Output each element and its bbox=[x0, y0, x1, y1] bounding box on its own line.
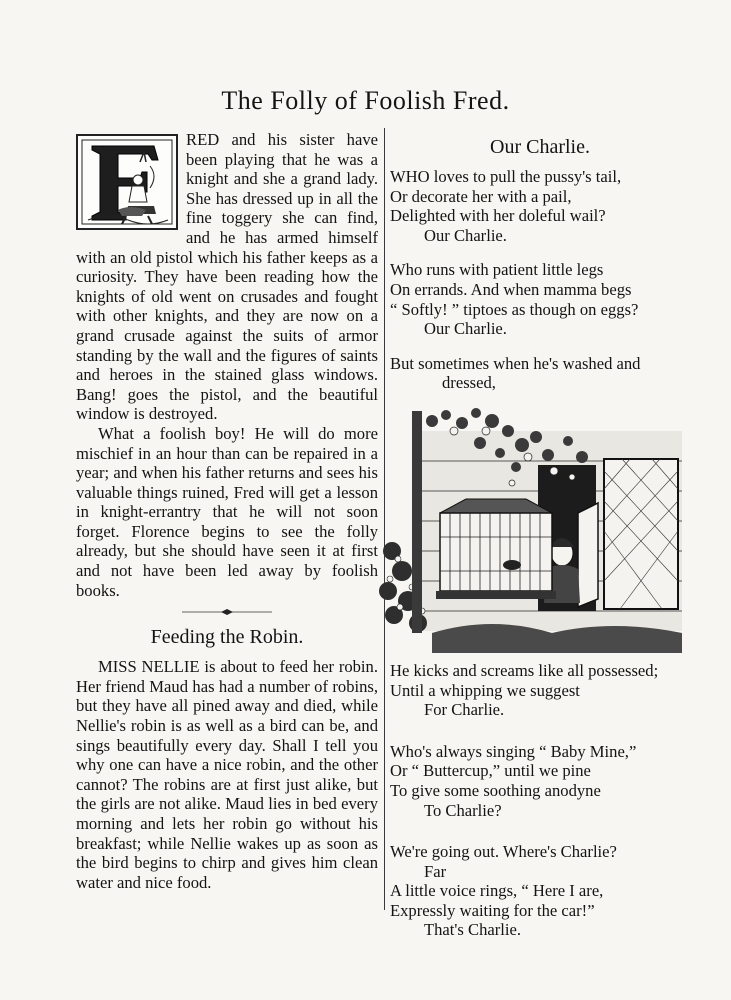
poem-line: A little voice rings, “ Here I are, bbox=[390, 881, 604, 901]
robin-paragraph bbox=[76, 657, 378, 892]
story-paragraph-1: RED and his sister have been playing that he was a knight and she a grand lady. She has dressed up in all the fine toggery she can find, and he has armed himself with an old pistol which his father keeps as a curiosity. They have been reading how the knights of old went on crusades and fought with other knights, and they are now on a grand crusade against the suits of armor standing by the wall and the figures of saints and heroes in the stained glass windows. Bang! goes the pistol, and the beautiful window is destroyed. bbox=[76, 130, 378, 424]
poem-refrain: That's Charlie. bbox=[424, 920, 521, 940]
poem-line: We're going out. Where's Charlie? bbox=[390, 842, 617, 862]
poem-line: Who's always singing “ Baby Mine,” bbox=[390, 741, 637, 761]
robin-lead-text: MISS NELLIE bbox=[98, 657, 200, 677]
poem-line: “ Softly! ” tiptoes as though on eggs? bbox=[390, 299, 639, 319]
poem-line: Delighted with her doleful wail? bbox=[390, 206, 606, 226]
left-column bbox=[76, 130, 378, 892]
window-birdcage-illustration bbox=[372, 401, 690, 653]
poem-line: dressed, bbox=[442, 373, 496, 393]
robin-body-text: is about to feed her robin. Her friend Maud has had a number of robins, but they have all pined away and died, while Nellie's robin is as well as a bird can be, and sings beautifully every day. Shall I tell you why one can have a nice robin, and the other cannot? The robins are at first just alike, but the girls are not alike. Maud lies in bed every morning and lets her robin go without his breakfast; while Nellie wakes up as soon as the bird begins to chirp and gives him clean water and nice food. bbox=[76, 657, 378, 892]
poem-line: Or decorate her with a pail, bbox=[390, 186, 572, 206]
poem-refrain: To Charlie? bbox=[424, 800, 502, 820]
poem-line: Expressly waiting for the car!” bbox=[390, 900, 595, 920]
poem-line: Far bbox=[424, 861, 447, 881]
poem-line: To give some soothing anodyne bbox=[390, 780, 601, 800]
poem-refrain: Our Charlie. bbox=[424, 225, 507, 245]
poem-stanza-2 bbox=[390, 260, 690, 338]
poem-stanza-5 bbox=[390, 742, 690, 820]
ornamental-divider bbox=[182, 608, 272, 616]
poem-line: Or “ Buttercup,” until we pine bbox=[390, 761, 591, 781]
poem-line: Until a whipping we suggest bbox=[390, 680, 580, 700]
poem-line: WHO loves to pull the pussy's tail, bbox=[390, 167, 622, 186]
story-paragraph-2: What a foolish boy! He will do more mischief in an hour than can be repaired in a year; and when his father returns and sees his valuable things ruined, Fred will get a lesson in knight-errantry that he will not soon forget. Florence begins to see the folly already, but she should have seen it at first and not have been led away by foolish books. bbox=[76, 423, 378, 600]
poem-line: On errands. And when mamma begs bbox=[390, 279, 632, 299]
poem-stanza-4 bbox=[390, 661, 690, 720]
page-title: The Folly of Foolish Fred. bbox=[221, 86, 510, 115]
poem-line: Who runs with patient little legs bbox=[390, 260, 604, 280]
poem-stanza-3 bbox=[390, 354, 690, 393]
illuminated-dropcap-f bbox=[76, 134, 178, 230]
child-at-window-with-birdcage-icon bbox=[372, 401, 690, 653]
our-charlie-heading: Our Charlie. bbox=[490, 136, 590, 158]
poem-line: But sometimes when he's washed and bbox=[390, 353, 641, 373]
right-column bbox=[390, 130, 690, 955]
poem-stanza-6 bbox=[390, 842, 690, 940]
poem-stanza-1 bbox=[390, 167, 690, 245]
poem-refrain: Our Charlie. bbox=[424, 319, 507, 339]
poem-refrain: For Charlie. bbox=[424, 700, 505, 720]
poem-line: He kicks and screams like all possessed; bbox=[390, 660, 659, 680]
feeding-robin-heading: Feeding the Robin. bbox=[150, 626, 304, 649]
knight-illumination-icon bbox=[78, 136, 176, 228]
